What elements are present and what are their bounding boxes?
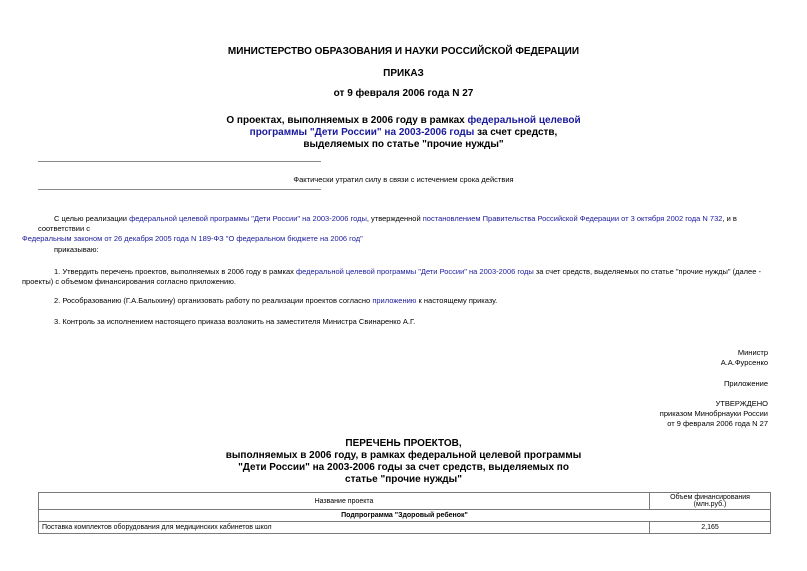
table-subprogram-row bbox=[39, 510, 771, 522]
doc-date: от 9 февраля 2006 года N 27 bbox=[333, 88, 474, 99]
signature-position: Министр bbox=[737, 348, 768, 357]
item2-text-1: 2. Рособразованию (Г.А.Балыхину) организовать работу по реализации проектов согласно bbox=[54, 296, 373, 305]
orders-line: приказываю: bbox=[54, 245, 99, 254]
projects-table bbox=[38, 492, 771, 534]
item2-link-appendix[interactable]: приложению bbox=[372, 296, 417, 305]
ministry-heading: МИНИСТЕРСТВО ОБРАЗОВАНИЯ И НАУКИ РОССИЙСКОЙ ФЕДЕРАЦИИ bbox=[227, 46, 580, 57]
preamble-paragraph bbox=[22, 214, 771, 244]
preamble-link-decree[interactable]: постановлением Правительства Российской Федерации от 3 октября 2002 года N 732 bbox=[422, 214, 723, 223]
approved-label: УТВЕРЖДЕНО bbox=[715, 399, 768, 408]
approved-date: от 9 февраля 2006 года N 27 bbox=[667, 419, 768, 428]
title-text-3: выделяемых по статье "прочие нужды" bbox=[303, 139, 504, 150]
approval-block bbox=[560, 399, 768, 429]
item1-text-1: 1. Утвердить перечень проектов, выполняемых в 2006 году в рамках bbox=[54, 267, 296, 276]
title-link-program[interactable]: федеральной целевой bbox=[467, 115, 581, 126]
item1-link-program[interactable]: федеральной целевой программы "Дети России" на 2003-2006 годы bbox=[295, 267, 534, 276]
item-3: 3. Контроль за исполнением настоящего приказа возложить на заместителя Министра Свинаренко А.Г. bbox=[54, 317, 416, 326]
appendix-label: Приложение bbox=[724, 379, 768, 388]
doc-type: ПРИКАЗ bbox=[383, 68, 424, 79]
item1-text-3: проекты) с объемом финансирования согласно приложению. bbox=[22, 277, 236, 286]
header-funding: Объем финансирования (млн.руб.) bbox=[650, 493, 771, 510]
table-header-row bbox=[39, 493, 771, 510]
title-text-2: за счет средств, bbox=[474, 127, 558, 138]
item2-text-2: к настоящему приказу. bbox=[416, 296, 498, 305]
item-1 bbox=[22, 267, 771, 287]
approved-by: приказом Минобрнауки России bbox=[659, 409, 768, 418]
preamble-link-program[interactable]: федеральной целевой программы "Дети России" на 2003-2006 годы bbox=[129, 214, 367, 223]
project-funding-cell: 2,165 bbox=[650, 522, 771, 534]
header-project-name: Название проекта bbox=[39, 493, 650, 510]
signature-block bbox=[560, 348, 768, 368]
item-2 bbox=[54, 296, 497, 306]
divider-top bbox=[38, 161, 321, 162]
signature-name: А.А.Фурсенко bbox=[720, 358, 768, 367]
project-name-cell: Поставка комплектов оборудования для медицинских кабинетов школ bbox=[39, 522, 650, 534]
title-text-1: О проектах, выполняемых в 2006 году в рамках bbox=[226, 115, 468, 126]
preamble-text-2: , утвержденной bbox=[366, 214, 423, 223]
item1-text-2: за счет средств, выделяемых по статье "прочие нужды" (далее - bbox=[533, 267, 761, 276]
divider-bottom bbox=[38, 189, 321, 190]
doc-title bbox=[0, 115, 807, 151]
list-title-line-4: статье "прочие нужды" bbox=[345, 474, 462, 485]
preamble-text-3: , и в соответствии с bbox=[38, 214, 737, 233]
status-note: Фактически утратил силу в связи с истечением срока действия bbox=[293, 175, 514, 184]
list-title-line-1: ПЕРЕЧЕНЬ ПРОЕКТОВ, bbox=[345, 438, 462, 449]
list-title-line-2: выполняемых в 2006 году, в рамках федеральной целевой программы bbox=[225, 450, 582, 461]
list-title-line-3: "Дети России" на 2003-2006 годы за счет средств, выделяемых по bbox=[238, 462, 569, 473]
preamble-link-law[interactable]: Федеральным законом от 26 декабря 2005 года N 189-ФЗ "О федеральном бюджете на 2006 год" bbox=[22, 234, 363, 243]
list-title bbox=[0, 438, 807, 486]
preamble-text-1: С целью реализации bbox=[54, 214, 130, 223]
table-row bbox=[39, 522, 771, 534]
subprogram-cell: Подпрограмма "Здоровый ребенок" bbox=[39, 510, 771, 522]
title-link-program-2[interactable]: программы "Дети России" на 2003-2006 годы bbox=[249, 127, 475, 138]
